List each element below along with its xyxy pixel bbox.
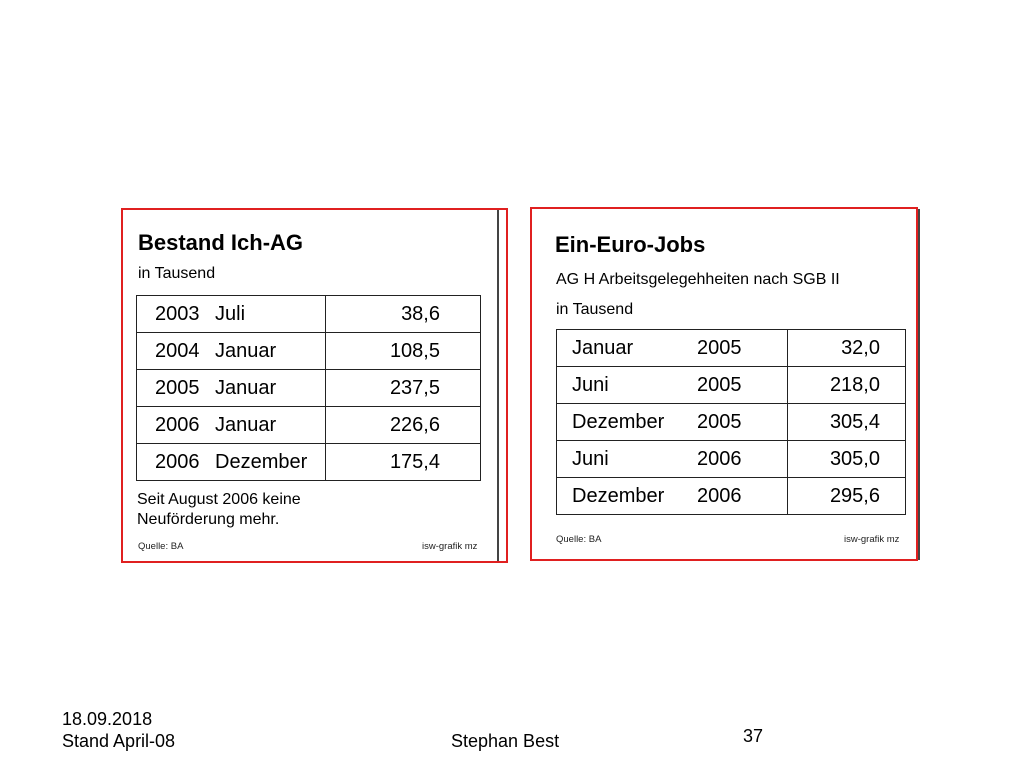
ich-ag-title: Bestand Ich-AG — [138, 230, 304, 255]
ich-ag-unit: in Tausend — [138, 265, 216, 282]
ich-ag-row — [137, 444, 481, 481]
year-cell: 2006 — [697, 441, 788, 478]
month-cell: Januar — [557, 330, 698, 367]
month-cell: Juni — [557, 441, 698, 478]
month-cell: Januar — [215, 333, 326, 370]
value-cell: 175,4 — [326, 444, 481, 481]
ich-ag-row — [137, 296, 481, 333]
ein-euro-jobs-row — [557, 330, 906, 367]
ich-ag-table — [136, 295, 481, 481]
month-cell: Juli — [215, 296, 326, 333]
value-cell: 226,6 — [326, 407, 481, 444]
month-cell: Januar — [215, 407, 326, 444]
ich-ag-note-line1: Seit August 2006 keine — [137, 491, 301, 508]
year-cell: 2005 — [697, 367, 788, 404]
month-cell: Dezember — [557, 404, 698, 441]
ich-ag-credit: isw-grafik mz — [422, 541, 478, 552]
ein-euro-jobs-row — [557, 404, 906, 441]
ein-euro-jobs-row — [557, 478, 906, 515]
ein-euro-jobs-row — [557, 367, 906, 404]
value-cell: 305,0 — [788, 441, 906, 478]
ein-euro-jobs-card — [533, 209, 920, 560]
footer-status: Stand April-08 — [62, 731, 176, 751]
ein-euro-jobs-credit: isw-grafik mz — [844, 534, 900, 545]
year-cell: 2004 — [137, 333, 216, 370]
ein-euro-jobs-unit: in Tausend — [556, 301, 634, 318]
footer-date: 18.09.2018 — [62, 709, 153, 729]
ein-euro-jobs-source: Quelle: BA — [556, 534, 602, 545]
month-cell: Juni — [557, 367, 698, 404]
month-cell: Januar — [215, 370, 326, 407]
ein-euro-jobs-title: Ein-Euro-Jobs — [555, 232, 706, 257]
year-cell: 2005 — [697, 404, 788, 441]
footer-date-block — [62, 708, 175, 752]
year-cell: 2006 — [137, 407, 216, 444]
ich-ag-note — [137, 490, 301, 530]
year-cell: 2005 — [137, 370, 216, 407]
ich-ag-row — [137, 370, 481, 407]
ich-ag-row — [137, 333, 481, 370]
year-cell: 2006 — [697, 478, 788, 515]
ein-euro-jobs-subtitle: AG H Arbeitsgelegehheiten nach SGB II — [556, 271, 840, 288]
value-cell: 218,0 — [788, 367, 906, 404]
ich-ag-card — [122, 210, 499, 563]
value-cell: 32,0 — [788, 330, 906, 367]
value-cell: 305,4 — [788, 404, 906, 441]
ich-ag-note-line2: Neuförderung mehr. — [137, 511, 280, 528]
value-cell: 38,6 — [326, 296, 481, 333]
value-cell: 108,5 — [326, 333, 481, 370]
ein-euro-jobs-table — [556, 329, 906, 515]
slide-number: 37 — [743, 726, 764, 746]
ein-euro-jobs-row — [557, 441, 906, 478]
value-cell: 295,6 — [788, 478, 906, 515]
month-cell: Dezember — [215, 444, 326, 481]
month-cell: Dezember — [557, 478, 698, 515]
year-cell: 2005 — [697, 330, 788, 367]
year-cell: 2003 — [137, 296, 216, 333]
value-cell: 237,5 — [326, 370, 481, 407]
ich-ag-row — [137, 407, 481, 444]
footer-author: Stephan Best — [451, 731, 560, 751]
ich-ag-source: Quelle: BA — [138, 541, 184, 552]
year-cell: 2006 — [137, 444, 216, 481]
